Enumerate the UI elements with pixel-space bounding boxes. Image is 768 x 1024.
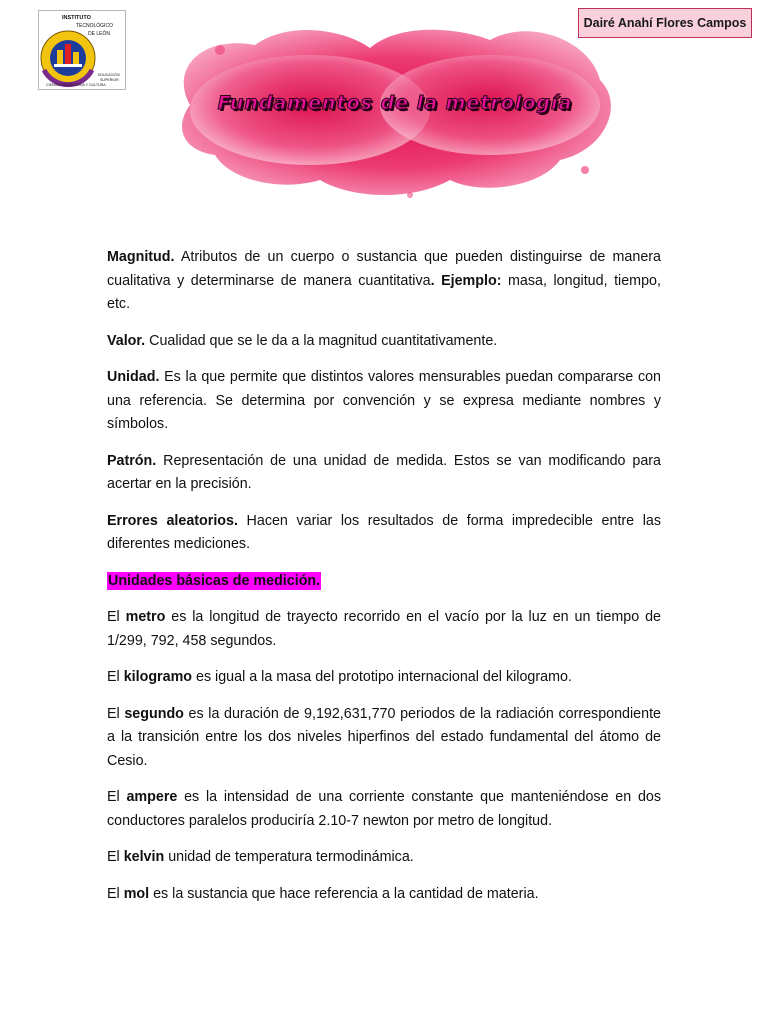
unit-text: es la longitud de trayecto recorrido en el vacío por la luz en un tiempo de 1/299, 792, 458 segundos. [107,609,662,649]
banner-title: Fundamentos de la metrología [217,92,573,114]
unit-metro [107,606,661,653]
definition-term: Errores aleatorios. [107,512,238,529]
unit-prefix: El [107,609,126,625]
definition-extra-term: . Ejemplo: [430,272,502,289]
definition-valor [107,330,661,354]
author-name: Dairé Anahí Flores Campos [583,16,747,30]
definition-text: Cualidad que se le da a la magnitud cuantitativamente. [145,332,498,349]
definition-text: Es la que permite que distintos valores mensurables puedan compararse con una referencia. Se determina por convención y se expresa mediante nombres y símbolos. [107,369,661,432]
definition-term: Magnitud. [107,249,175,265]
logo-line-1: INSTITUTO [62,15,91,21]
definition-extra-text: masa, longitud, tiempo, etc. [107,272,661,312]
section-heading: Unidades básicas de medición. [108,572,321,589]
unit-term: kilogramo [123,669,193,685]
unit-prefix: El [107,705,125,722]
document-body [107,246,661,919]
unit-text: es la duración de 9,192,631,770 periodos de la radiación correspondiente a la transición entre los dos niveles hiperfinos del estado fundamental del átomo de Cesio. [107,705,661,769]
author-name-box [578,8,752,38]
definition-errores-aleatorios [107,510,661,557]
logo-ring-text: CIENCIA TECNOLOGÍA Y CULTURA [46,83,106,87]
unit-prefix: El [107,885,124,902]
institute-logo [38,10,126,90]
section-heading-paragraph [107,570,661,594]
unit-text: es igual a la masa del prototipo internacional del kilogramo. [192,669,572,685]
definition-magnitud [107,246,661,317]
unit-kilogramo [107,666,661,690]
unit-text: es la intensidad de una corriente constante que manteniéndose en dos conductores paralelos produciría 2.10-7 newton por metro de longitud. [107,789,661,829]
unit-text: es la sustancia que hace referencia a la cantidad de materia. [149,885,539,902]
logo-line-2: TECNOLÓGICO [76,23,113,29]
unit-prefix: El [107,789,127,805]
unit-text: unidad de temperatura termodinámica. [164,849,414,865]
definition-unidad [107,366,661,437]
unit-term: segundo [124,705,184,722]
definition-text: Representación de una unidad de medida. Estos se van modificando para acertar en la precisión. [107,452,661,492]
logo-side-text-2: SUPERIOR [100,78,119,82]
definition-term: Unidad. [107,369,160,385]
unit-term: ampere [126,789,178,805]
unit-term: mol [123,885,150,902]
definition-patron [107,450,661,497]
unit-prefix: El [107,849,124,865]
unit-ampere [107,786,661,833]
unit-term: metro [125,609,166,625]
definition-term: Valor. [107,332,146,349]
definition-text: Atributos de un cuerpo o sustancia que pueden distinguirse de manera cualitativa y determinarse de manera cuantitativa [107,249,661,289]
unit-mol [107,883,661,907]
unit-term: kelvin [123,849,165,865]
unit-prefix: El [107,669,124,685]
unit-segundo [107,703,661,774]
unit-kelvin [107,846,661,870]
definition-term: Patrón. [107,452,157,469]
logo-line-3: DE LEÓN [88,31,110,37]
title-banner [160,10,630,205]
logo-side-text-1: EDUCACIÓN [98,73,120,77]
definition-text: Hacen variar los resultados de forma impredecible entre las diferentes mediciones. [107,512,661,552]
